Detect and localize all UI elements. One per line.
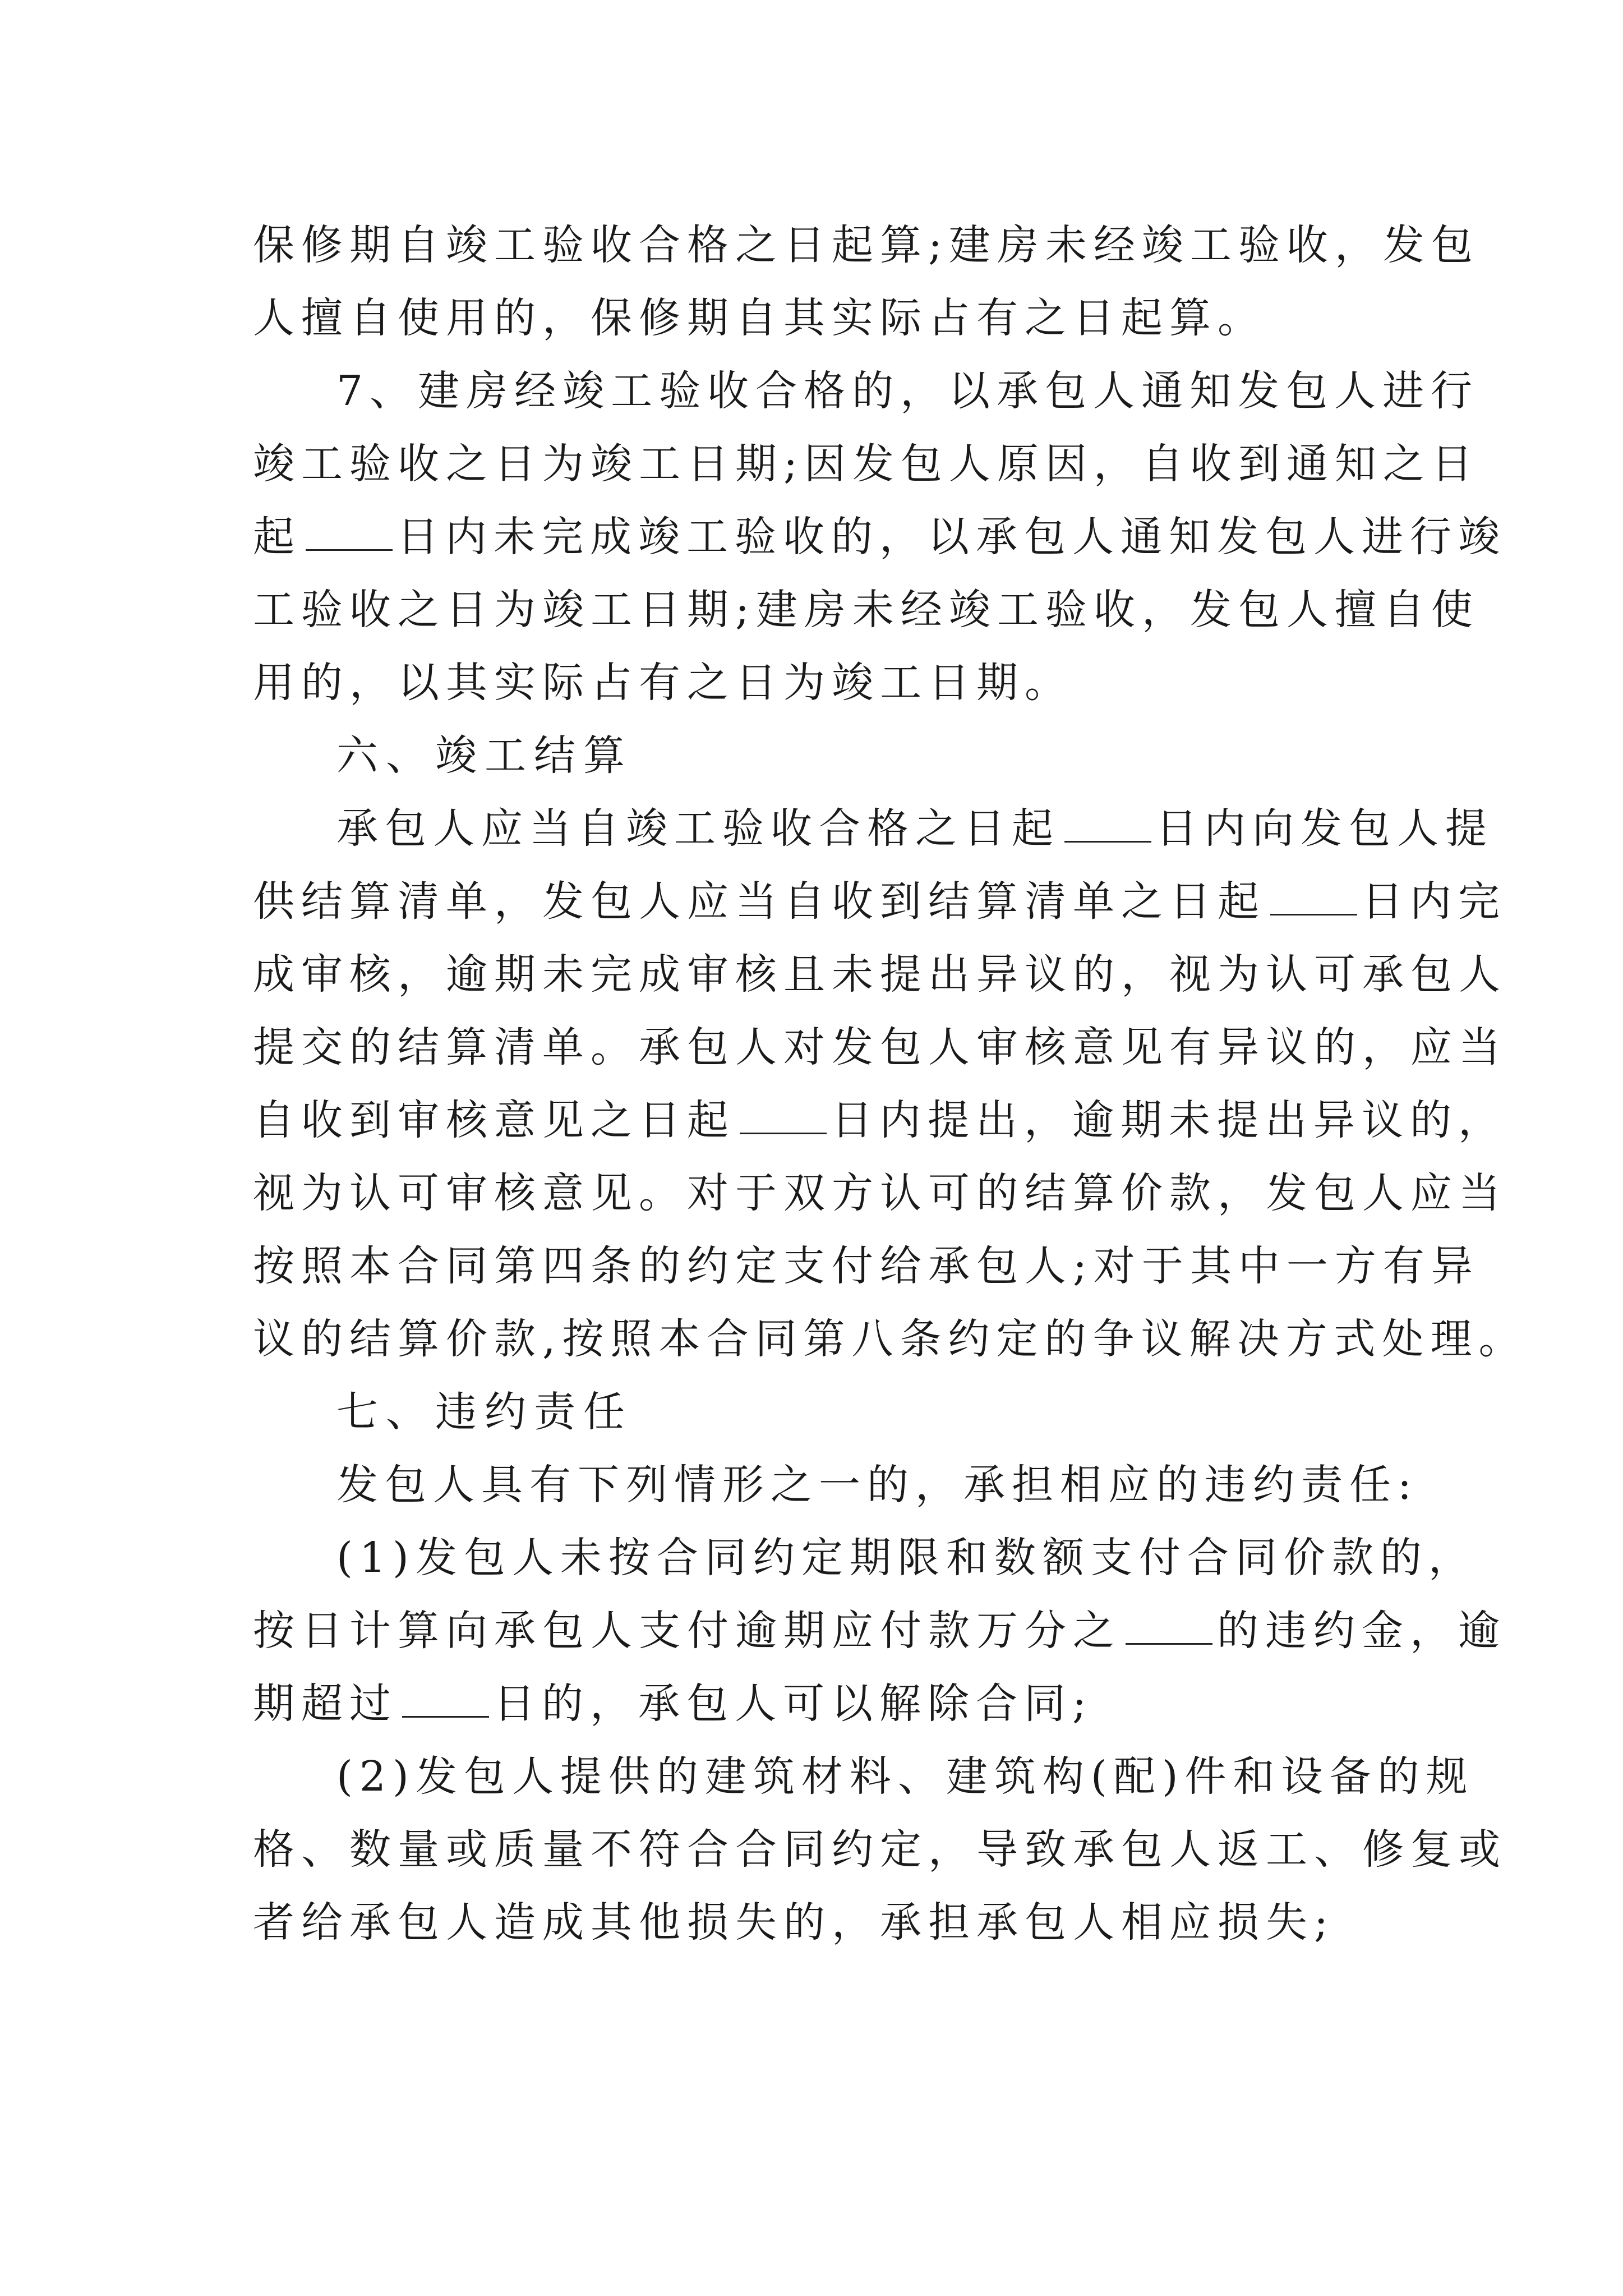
fill-in-blank [306, 547, 393, 551]
paragraph-line [253, 1813, 1507, 1886]
line-text: 按照本合同第四条的约定支付给承包人;对于其中一方有异 [253, 1242, 1479, 1290]
paragraph-line [253, 1886, 1403, 1959]
paragraph-line [253, 865, 1506, 938]
section-heading-liability [336, 1375, 1402, 1448]
paragraph-line [253, 1011, 1507, 1084]
line-text: 者给承包人造成其他损失的，承担承包人相应损失; [253, 1898, 1335, 1947]
section-heading-completion-settlement [336, 719, 1402, 792]
line-text: 工验收之日为竣工日期;建房未经竣工验收，发包人擅自使 [253, 586, 1479, 634]
paragraph-line [336, 1521, 1477, 1594]
line-text: 的违约金，逾 [1217, 1607, 1506, 1655]
line-text: 人擅自使用的，保修期自其实际占有之日起算。 [253, 294, 1266, 342]
paragraph-line [253, 1594, 1506, 1667]
heading-text: 七、违约责任 [336, 1388, 633, 1436]
fill-in-blank [1270, 912, 1357, 915]
paragraph-line [336, 792, 1493, 865]
paragraph-line [253, 1084, 1506, 1157]
line-text: 7、建房经竣工验收合格的，以承包人通知发包人进行 [336, 367, 1479, 415]
paragraph-line [253, 1230, 1479, 1303]
line-text: 起 [253, 513, 301, 561]
paragraph-line [253, 500, 1506, 573]
fill-in-blank [1126, 1641, 1212, 1645]
line-text: 日内提出，逾期未提出异议的， [831, 1096, 1506, 1144]
line-text: 自收到审核意见之日起 [253, 1096, 735, 1144]
fill-in-blank [1064, 839, 1151, 843]
paragraph-line [336, 1740, 1474, 1813]
paragraph-line [253, 1667, 1403, 1740]
paragraph-line [253, 282, 1403, 355]
line-text: 议的结算价款,按照本合同第八条约定的争议解决方式处理。 [253, 1315, 1527, 1363]
fill-in-blank [402, 1714, 489, 1718]
line-text: 承包人应当自竣工验收合格之日起 [336, 804, 1060, 853]
line-text: 日内完 [1362, 877, 1506, 926]
fill-in-blank [740, 1130, 827, 1134]
paragraph-line [253, 938, 1507, 1011]
paragraph-line [253, 646, 1403, 719]
line-text: 按日计算向承包人支付逾期应付款万分之 [253, 1607, 1121, 1655]
line-text: 用的，以其实际占有之日为竣工日期。 [253, 659, 1073, 707]
paragraph-line [253, 1157, 1507, 1230]
line-text: 视为认可审核意见。对于双方认可的结算价款，发包人应当 [253, 1169, 1507, 1217]
paragraph-line [253, 209, 1479, 282]
line-text: 竣工验收之日为竣工日期;因发包人原因，自收到通知之日 [253, 440, 1479, 488]
paragraph-line [253, 427, 1479, 500]
line-text: 供结算清单，发包人应当自收到结算清单之日起 [253, 877, 1266, 926]
line-text: 发包人具有下列情形之一的，承担相应的违约责任: [336, 1461, 1418, 1509]
paragraph-line [253, 1303, 1527, 1375]
line-text: 提交的结算清单。承包人对发包人审核意见有异议的，应当 [253, 1023, 1507, 1071]
line-text: 格、数量或质量不符合合同约定，导致承包人返工、修复或 [253, 1825, 1507, 1874]
line-text: 期超过 [253, 1680, 398, 1728]
heading-text: 六、竣工结算 [336, 731, 633, 780]
paragraph-line [336, 1448, 1418, 1521]
line-text: 成审核，逾期未完成审核且未提出异议的，视为认可承包人 [253, 950, 1507, 999]
line-text: 日内向发包人提 [1156, 804, 1493, 853]
line-text: (1)发包人未按合同约定期限和数额支付合同价款的， [336, 1534, 1477, 1582]
line-text: 日的，承包人可以解除合同; [494, 1680, 1093, 1728]
paragraph-line [253, 573, 1479, 646]
line-text: (2)发包人提供的建筑材料、建筑构(配)件和设备的规 [336, 1752, 1474, 1801]
paragraph-line [336, 355, 1479, 427]
line-text: 日内未完成竣工验收的，以承包人通知发包人进行竣 [397, 513, 1506, 561]
line-text: 保修期自竣工验收合格之日起算;建房未经竣工验收，发包 [253, 221, 1479, 269]
